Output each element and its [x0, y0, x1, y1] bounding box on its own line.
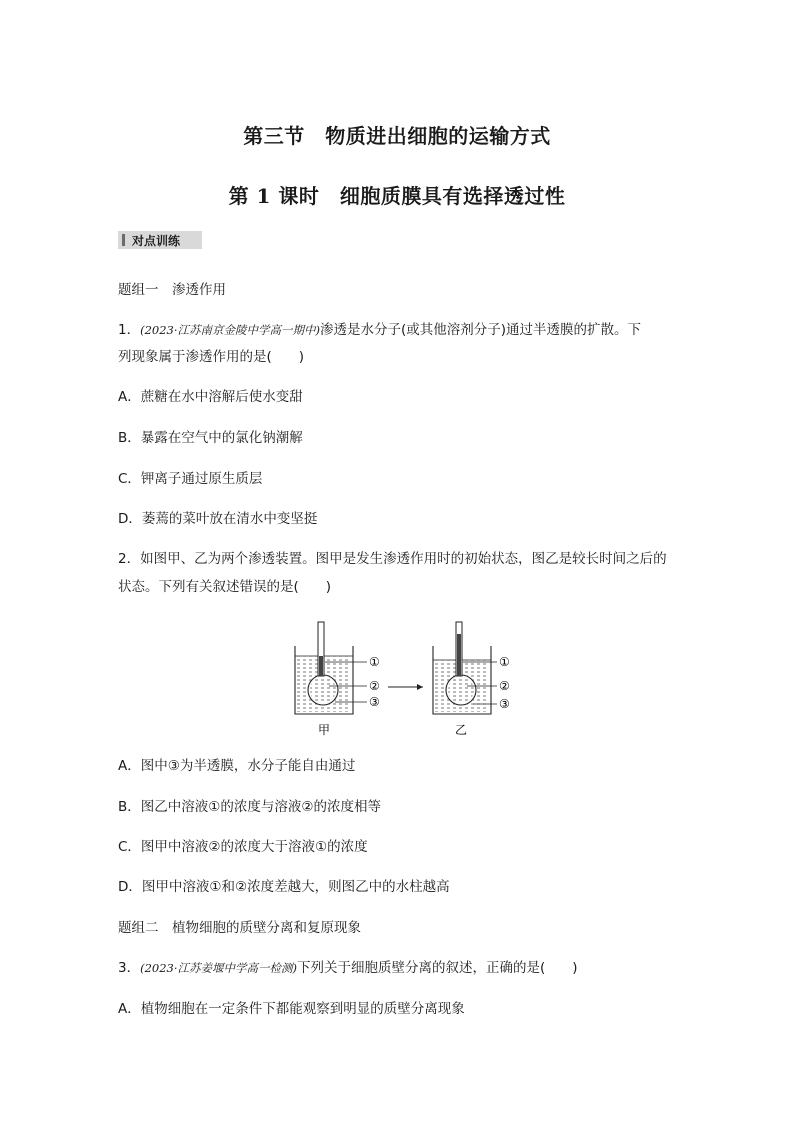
q1-source: (2023·江苏南京金陵中学高一期中): [140, 323, 320, 337]
marker-jia-3: ③: [369, 695, 380, 709]
q2-option-d: D．图甲中溶液①和②浓度差越大，则图乙中的水柱越高: [118, 879, 450, 895]
q2-stem-line2: 状态。下列有关叙述错误的是( ): [118, 579, 332, 595]
beaker-yi: [433, 622, 491, 714]
osmosis-apparatus-figure: [285, 618, 525, 740]
q1-stem-line2: 列现象属于渗透作用的是( ): [118, 349, 305, 365]
q3-stem-text: 下列关于细胞质壁分离的叙述，正确的是( ): [297, 960, 578, 976]
figure-label-yi: 乙: [455, 723, 468, 737]
group1-heading: 题组一 渗透作用: [118, 282, 226, 298]
marker-yi-3: ③: [499, 697, 510, 711]
arrow-icon: [388, 684, 423, 690]
section-title: 第三节 物质进出细胞的运输方式: [243, 124, 551, 148]
q3-stem: [118, 958, 578, 978]
q1-option-c: C．钾离子通过原生质层: [118, 471, 263, 487]
q2-option-a: A．图中③为半透膜，水分子能自由通过: [118, 758, 356, 774]
q1-option-a: A．蔗糖在水中溶解后使水变甜: [118, 389, 303, 405]
tag-bar: [122, 234, 125, 246]
q2-option-b: B．图乙中溶液①的浓度与溶液②的浓度相等: [118, 799, 381, 815]
marker-jia-1: ①: [369, 655, 380, 669]
q1-option-b: B．暴露在空气中的氯化钠潮解: [118, 430, 303, 446]
q1-option-d: D．萎蔫的菜叶放在清水中变坚挺: [118, 511, 318, 527]
q3-number: 3．: [118, 960, 141, 976]
marker-jia-2: ②: [369, 679, 380, 693]
marker-yi-1: ①: [499, 655, 510, 669]
section-tag-label: 对点训练: [132, 234, 181, 248]
q1-stem: 渗透是水分子(或其他溶剂分子)通过半透膜的扩散。下: [320, 322, 642, 338]
q2-stem-line1: 2．如图甲、乙为两个渗透装置。图甲是发生渗透作用时的初始状态，图乙是较长时间之后的: [118, 551, 667, 567]
beaker-jia: [295, 622, 353, 714]
q2-option-c: C．图甲中溶液②的浓度大于溶液①的浓度: [118, 839, 368, 855]
q3-option-a: A．植物细胞在一定条件下都能观察到明显的质壁分离现象: [118, 1001, 465, 1017]
lesson-subtitle: 第 1 课时 细胞质膜具有选择透过性: [228, 184, 566, 208]
figure-label-jia: 甲: [318, 723, 331, 737]
group2-heading: 题组二 植物细胞的质壁分离和复原现象: [118, 920, 361, 936]
section-tag: [118, 231, 202, 249]
q1-stem-line1: [118, 320, 641, 340]
q1-number: 1．: [118, 322, 141, 338]
marker-yi-2: ②: [499, 679, 510, 693]
q3-source: (2023·江苏姜堰中学高一检测): [140, 961, 297, 975]
